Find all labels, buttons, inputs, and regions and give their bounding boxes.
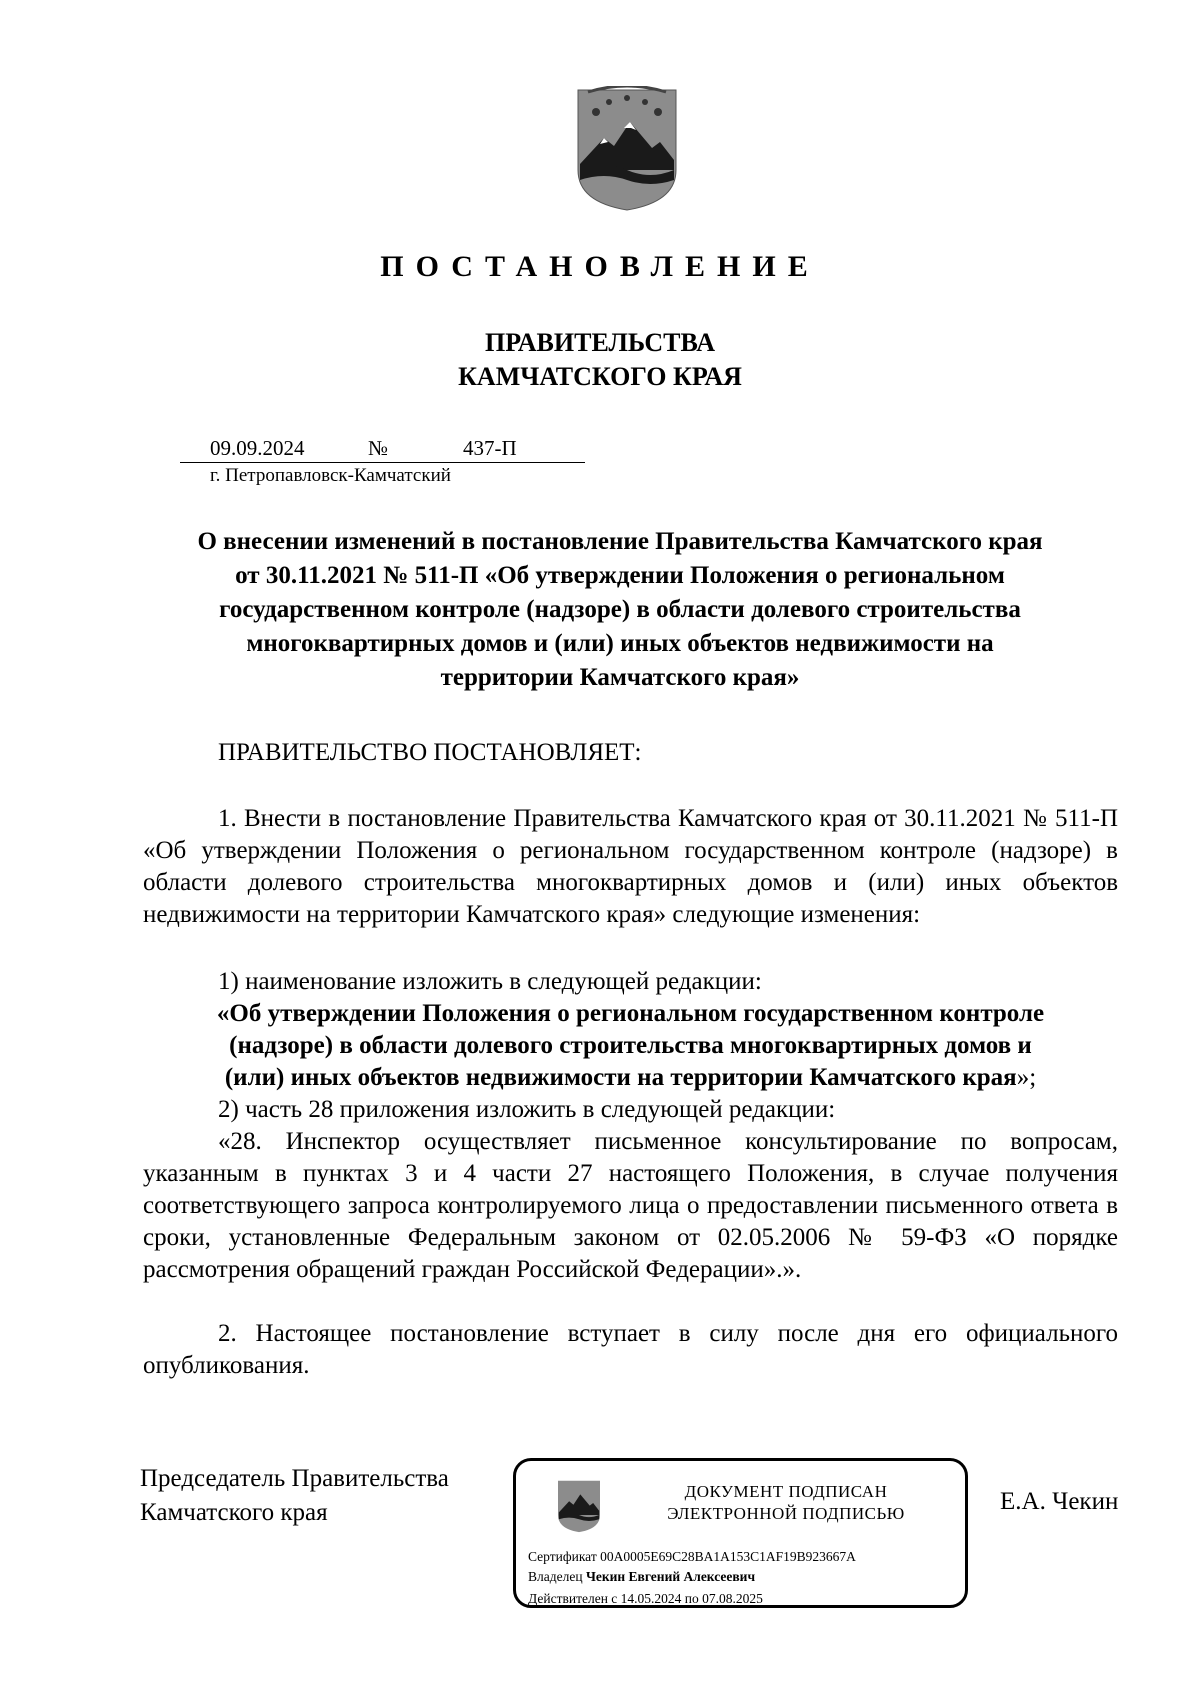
signer-name: Е.А. Чекин: [1000, 1488, 1119, 1515]
issuing-authority: [0, 326, 1200, 394]
coat-of-arms-icon: [574, 86, 680, 212]
subject-line: от 30.11.2021 № 511-П «Об утверждении Положения о региональном: [235, 562, 1005, 589]
number-sign: №: [368, 436, 389, 460]
stamp-header: ДОКУМЕНТ ПОДПИСАН ЭЛЕКТРОННОЙ ПОДПИСЬЮ: [667, 1482, 905, 1523]
document-type-title: ПОСТАНОВЛЕНИЕ: [380, 250, 820, 283]
subject-line: государственном контроле (надзоре) в области долевого строительства: [219, 596, 1021, 623]
stamp-emblem-icon: [556, 1479, 602, 1533]
document-number: 437-П: [463, 436, 517, 460]
decree-statement: ПРАВИТЕЛЬСТВО ПОСТАНОВЛЯЕТ:: [218, 739, 642, 766]
item-2: 2) часть 28 приложения изложить в следующей редакции:: [218, 1096, 836, 1123]
certificate-row: Сертификат 00A0005E69C28BA1A153C1AF19B923667A: [528, 1549, 856, 1564]
document-subject: [140, 525, 1100, 695]
quote-line: (или) иных объектов недвижимости на территории Камчатского края»;: [224, 1064, 1037, 1091]
authority-line-2: КАМЧАТСКОГО КРАЯ: [458, 362, 742, 391]
subject-line: многоквартирных домов и (или) иных объектов недвижимости на: [246, 630, 994, 657]
subject-line: О внесении изменений в постановление Правительства Камчатского края: [197, 528, 1043, 555]
owner-row: Владелец Чекин Евгений Алексеевич: [528, 1569, 756, 1584]
quote-line: (надзоре) в области долевого строительства многоквартирных домов и: [229, 1032, 1032, 1059]
item-1: 1) наименование изложить в следующей редакции:: [218, 968, 762, 995]
quote-line: «Об утверждении Положения о региональном государственном контроле: [216, 1000, 1045, 1027]
registration-line: [180, 432, 585, 463]
signer-position: Председатель Правительства Камчатского края: [140, 1465, 449, 1526]
document-city: г. Петропавловск-Камчатский: [210, 465, 451, 486]
document-date: 09.09.2024: [210, 436, 305, 460]
paragraph-28-quote: «28. Инспектор осуществляет письменное консультирование по вопросам, указанным в пунктах 3 и 4 части 27 настоящего Положения, в случае получения соответствующего запроса контролируемого лица о предоставлении письменного ответа в сроки, установленные Федеральным законом от 02.05.2006 № 59-ФЗ «О порядке рассмотрения обращений граждан Российской Федерации».».: [143, 1128, 1118, 1283]
validity-row: Действителен с 14.05.2024 по 07.08.2025: [528, 1591, 763, 1606]
authority-line-1: ПРАВИТЕЛЬСТВА: [485, 328, 715, 357]
paragraph-2: 2. Настоящее постановление вступает в силу после дня его официального опубликования.: [143, 1320, 1118, 1379]
subject-line: территории Камчатского края»: [440, 664, 800, 691]
electronic-signature-stamp: [513, 1458, 968, 1608]
new-title-quote: [143, 998, 1118, 1094]
paragraph-1: 1. Внести в постановление Правительства Камчатского края от 30.11.2021 № 511-П «Об утверждении Положения о региональном государственном контроле (надзоре) в области долевого строительства многоквартирных домов и (или) иных объектов недвижимости на территории Камчатского края» следующие изменения:: [143, 805, 1118, 928]
